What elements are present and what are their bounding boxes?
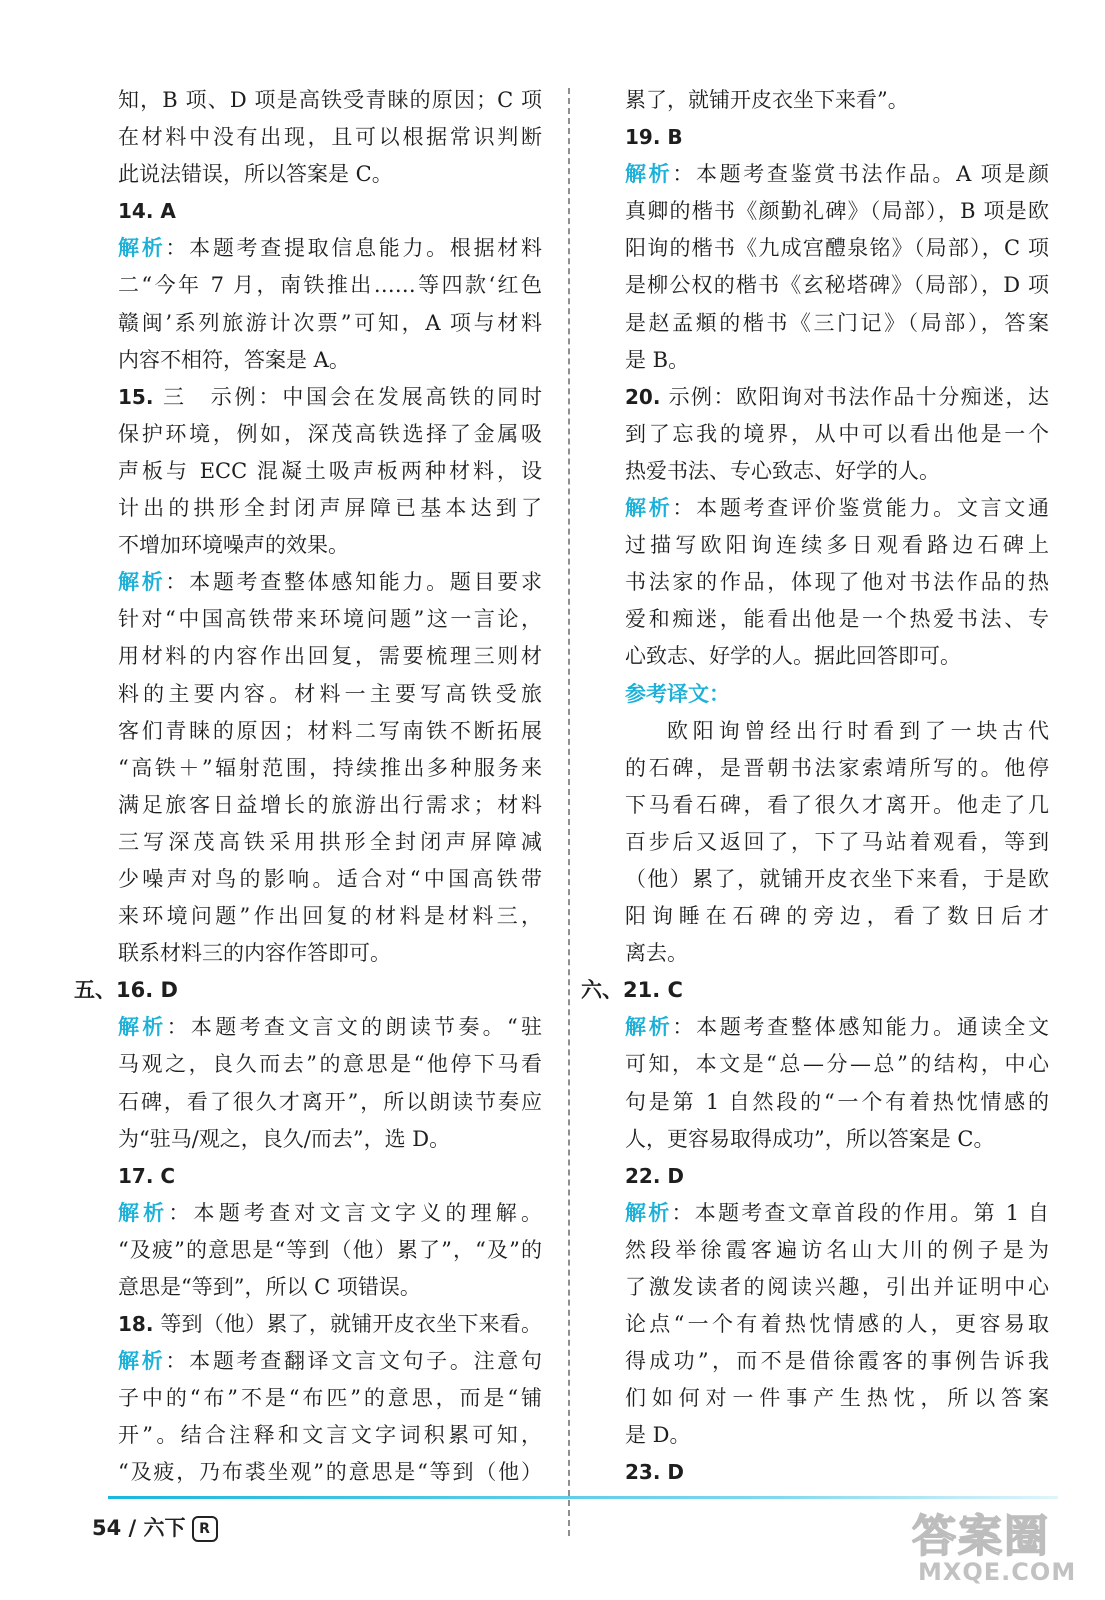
analysis-tag: 解析 — [625, 1015, 673, 1040]
reference-translation-heading: 参考译文： — [625, 681, 730, 706]
text-line: 知，B 项、D 项是高铁受青睐的原因；C 项 — [118, 88, 542, 112]
text-line: 阳询睡在石碑的旁边，看了数日后才 — [625, 904, 1049, 929]
text-line: 百步后又返回了，下了马站着观看，等到 — [625, 829, 1049, 854]
text-line: “及疲，乃布裘坐观”的意思是“等到（他） — [118, 1460, 542, 1485]
text-line: 可知，本文是“总—分—总”的结构，中心 — [625, 1052, 1049, 1077]
text-line: 计出的拱形全封闭声屏障已基本达到了 — [118, 496, 542, 521]
question-number: 19. B — [625, 125, 683, 150]
text-line: 了激发读者的阅读兴趣，引出并证明中心 — [625, 1275, 1049, 1299]
question-number: 23. D — [625, 1460, 684, 1485]
section-heading: 五、16. D — [74, 978, 178, 1003]
analysis-line: 解析：本题考查翻译文言文句子。注意句 — [118, 1349, 543, 1374]
text-line: （他）累了，就铺开皮衣坐下来看，于是欧 — [625, 866, 1049, 891]
text-line: 过描写欧阳询连续多日观看路边石碑上 — [625, 533, 1049, 558]
text-line: 是柳公权的楷书《玄秘塔碑》（局部），D 项 — [625, 273, 1049, 298]
analysis-line: 解析：本题考查文言文的朗读节奏。“驻 — [118, 1015, 542, 1040]
text-line: 料的主要内容。材料一主要写高铁受旅 — [118, 681, 542, 706]
page-number: 54 / 六下 — [92, 1516, 186, 1540]
watermark-text: 答案圈 — [912, 1511, 1050, 1562]
text-line: 马观之，良久而去”的意思是“他停下马看 — [118, 1052, 542, 1077]
question-number: 18. — [118, 1312, 154, 1337]
text-line: 此说法错误，所以答案是 C。 — [118, 162, 393, 187]
text-line: 热爱书法、专心致志、好学的人。 — [625, 458, 940, 483]
text-line: 的石碑，是晋朝书法家索靖所写的。他停 — [625, 755, 1049, 780]
text-line: 是 D。 — [625, 1423, 691, 1448]
text-line: 联系材料三的内容作答即可。 — [118, 941, 391, 966]
question-answer: 20. 示例：欧阳询对书法作品十分痴迷，达 — [625, 384, 1049, 409]
text-line: 句是第 1 自然段的“一个有着热忱情感的 — [625, 1089, 1049, 1114]
left-column — [74, 82, 543, 1492]
text-line: 少噪声对鸟的影响。适合对“中国高铁带 — [118, 866, 542, 891]
analysis-tag: 解析 — [118, 1349, 166, 1374]
text-line: 到了忘我的境界，从中可以看出他是一个 — [625, 421, 1049, 446]
text-line: 针对“中国高铁带来环境问题”这一言论， — [118, 607, 542, 632]
analysis-tag: 解析 — [118, 236, 166, 261]
text-line: 内容不相符，答案是 A。 — [118, 347, 350, 372]
text-line: 来环境问题”作出回复的材料是材料三， — [118, 904, 542, 929]
text-line: 子中的“布”不是“布匹”的意思，而是“铺 — [118, 1386, 542, 1411]
text-line: 满足旅客日益增长的旅游出行需求；材料 — [118, 792, 542, 817]
text-line: 开”。结合注释和文言文字词积累可知， — [118, 1423, 542, 1448]
analysis-tag: 解析 — [118, 570, 166, 595]
text-line: 是 B。 — [625, 347, 690, 372]
section-heading: 六、21. C — [581, 978, 683, 1003]
text-line: 爱和痴迷，能看出他是一个热爱书法、专 — [625, 607, 1049, 632]
page-footer — [92, 1512, 218, 1542]
text-line: 论点“一个有着热忱情感的人，更容易取 — [625, 1312, 1049, 1337]
text-line: 保护环境，例如，深茂高铁选择了金属吸 — [118, 421, 542, 446]
analysis-line: 解析：本题考查整体感知能力。题目要求 — [118, 570, 543, 595]
text-line: 客们青睐的原因；材料二写南铁不断拓展 — [118, 718, 542, 743]
analysis-line: 解析：本题考查评价鉴赏能力。文言文通 — [625, 496, 1050, 521]
text-line: 累了，就铺开皮衣坐下来看”。 — [625, 88, 909, 112]
text-line: 书法家的作品，体现了他对书法作品的热 — [625, 570, 1049, 595]
text-line: 赣闽’系列旅游计次票”可知，A 项与材料 — [118, 310, 542, 335]
watermark-logo — [900, 1500, 1090, 1592]
text-line: 得成功”，而不是借徐霞客的事例告诉我 — [625, 1349, 1049, 1374]
question-number: 15. — [118, 384, 154, 409]
text-line: 欧阳询曾经出行时看到了一块古代 — [667, 718, 1049, 743]
text-line: 意思是“等到”，所以 C 项错误。 — [118, 1275, 421, 1299]
text-line: 下马看石碑，看了很久才离开。他走了几 — [625, 792, 1049, 817]
text-line: 真卿的楷书《颜勤礼碑》（局部），B 项是欧 — [625, 199, 1049, 224]
text-line: 不增加环境噪声的效果。 — [118, 533, 349, 558]
text-line: 三写深茂高铁采用拱形全封闭声屏障减 — [118, 829, 542, 854]
column-divider — [568, 88, 570, 1536]
text-line: 石碑，看了很久才离开”，所以朗读节奏应 — [118, 1089, 542, 1114]
analysis-line: 解析：本题考查鉴赏书法作品。A 项是颜 — [625, 162, 1049, 187]
question-number: 22. D — [625, 1163, 684, 1188]
text-line: 声板与 ECC 混凝土吸声板两种材料，设 — [118, 458, 542, 483]
right-column — [581, 82, 1050, 1492]
text-line: 心致志、好学的人。据此回答即可。 — [625, 644, 961, 669]
text-line: 是赵孟頫的楷书《三门记》（局部），答案 — [625, 310, 1049, 335]
text-line: 二“今年 7 月，南铁推出……等四款‘红色 — [118, 273, 542, 298]
question-number: 14. A — [118, 199, 176, 224]
analysis-line: 解析：本题考查对文言文字义的理解。 — [118, 1200, 542, 1225]
watermark-url: MXQE.COM — [918, 1558, 1077, 1586]
analysis-tag: 解析 — [625, 1200, 672, 1225]
analysis-line: 解析：本题考查文章首段的作用。第 1 自 — [625, 1200, 1049, 1225]
text-line: 人，更容易取得成功”，所以答案是 C。 — [625, 1126, 995, 1151]
analysis-tag: 解析 — [118, 1200, 169, 1225]
text-line: 离去。 — [625, 941, 688, 966]
text-line: “及疲”的意思是“等到（他）累了”，“及”的 — [118, 1237, 542, 1262]
question-number: 20. — [625, 384, 661, 409]
text-line: 为“驻马/观之，良久/而去”，选 D。 — [118, 1126, 451, 1151]
footer-rule — [108, 1496, 1058, 1499]
question-answer: 18. 等到（他）累了，就铺开皮衣坐下来看。 — [118, 1312, 542, 1337]
text-line: 用材料的内容作出回复，需要梳理三则材 — [118, 644, 542, 669]
analysis-tag: 解析 — [625, 496, 673, 521]
question-answer: 15. 三 示例：中国会在发展高铁的同时 — [118, 384, 542, 409]
analysis-tag: 解析 — [625, 162, 673, 187]
analysis-tag: 解析 — [118, 1015, 167, 1040]
analysis-line: 解析：本题考查整体感知能力。通读全文 — [625, 1015, 1050, 1040]
text-line: “高铁＋”辐射范围，持续推出多种服务来 — [118, 755, 542, 780]
text-line: 在材料中没有出现，且可以根据常识判断 — [118, 125, 542, 150]
analysis-line: 解析：本题考查提取信息能力。根据材料 — [118, 236, 543, 261]
edition-badge-icon: R — [192, 1516, 218, 1542]
text-line: 阳询的楷书《九成宫醴泉铭》（局部），C 项 — [625, 236, 1049, 261]
question-number: 17. C — [118, 1163, 176, 1188]
text-line: 们如何对一件事产生热忱，所以答案 — [625, 1386, 1049, 1411]
text-line: 然段举徐霞客遍访名山大川的例子是为 — [625, 1237, 1049, 1262]
